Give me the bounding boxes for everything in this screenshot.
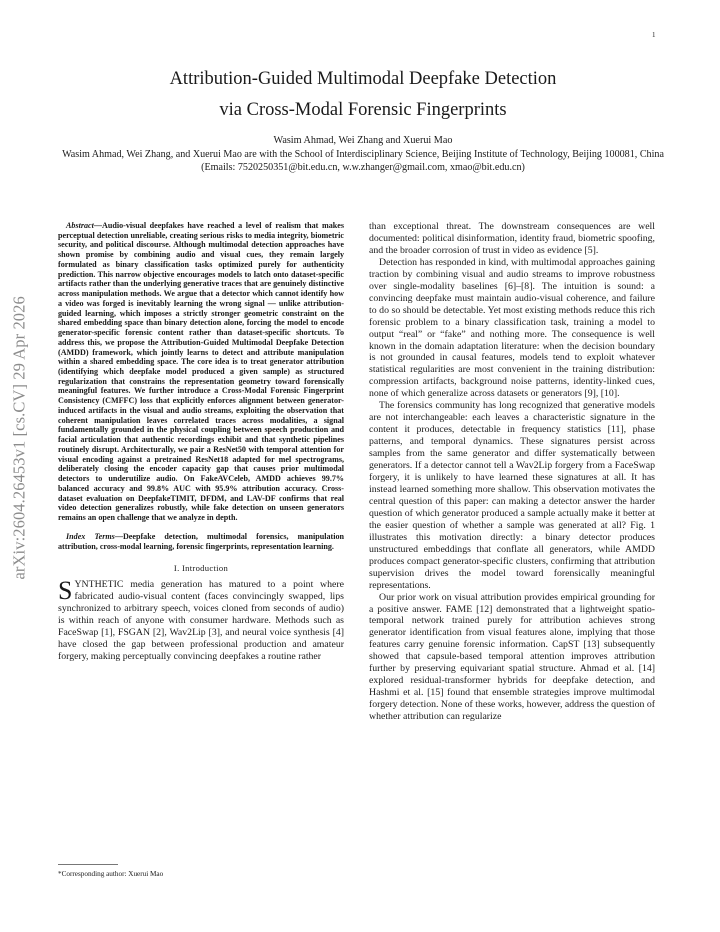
arxiv-identifier[interactable]: arXiv:2604.26453v1 [cs.CV] 29 Apr 2026 bbox=[9, 296, 29, 580]
author-affiliation: Wasim Ahmad, Wei Zhang, and Xuerui Mao are with the School of Interdisciplinary Science, Beijing Institute of Technology, Beijing 100081, China (Emails: 7520250351@bit.edu.cn, w.w.zhanger@gmail.com, xmao@bit.edu.cn) bbox=[62, 149, 664, 174]
footnote-divider bbox=[58, 864, 118, 865]
paper-title-line-2: via Cross-Modal Forensic Fingerprints bbox=[219, 100, 507, 120]
abstract-label: Abstract bbox=[66, 221, 94, 230]
drop-cap: S bbox=[58, 576, 73, 606]
paragraph-forensics: The forensics community has long recognized that generative models are not interchangeable: each leaves a characteristic signature in the content it produces, detectable in frequency statistics [11], phase patterns, and temporal dynamics. These signatures persist across samples from the same generator and differ systematically between generators. If a detector cannot tell a Wav2Lip forgery from a FaceSwap forgery, it is unlikely to have learned these signatures at all. It has instead learned something more shallow. This observation motivates the central question of this paper: can making a detector answer the harder question of which generator produced a sample actually make it better at the easier question of whether a sample was generated at all? Fig. 1 illustrates this motivation directly: a binary detector produces unstructured embeddings that conflate all generators, while AMDD produces compact generator-specific clusters, confirming that attribution supervision drives the model toward forensically meaningful representations. bbox=[369, 400, 655, 591]
abstract bbox=[58, 221, 344, 523]
paragraph-prior-work: Our prior work on visual attribution provides empirical grounding for a positive answer. FAME [12] demonstrated that a lightweight spatio-temporal network trained purely for attribution achieves strong generator identification from visual features alone, implying that those features carry genuine forensic information. CapST [13] subsequently showed that capsule-based temporal attention improves attribution further by preserving equivariant spatial structure. Ahmad et al. [14] explored residual-transformer hybrids for deepfake detection, and Hashmi et al. [15] found that ensemble strategies improve multimodal forgery detection. None of these works, however, address the question of whether attribution can regularize bbox=[369, 591, 655, 723]
footnote-corresponding-author: *Corresponding author: Xuerui Mao bbox=[58, 870, 164, 878]
right-column bbox=[369, 221, 655, 723]
left-column bbox=[58, 221, 344, 663]
paper-title-line-1: Attribution-Guided Multimodal Deepfake Detection bbox=[169, 69, 557, 89]
paragraph-continuation: than exceptional threat. The downstream consequences are well documented: political disinformation, identity fraud, biometric spoofing, and the broader corrosion of trust in video as evidence [5]. bbox=[369, 221, 655, 256]
index-terms-text: —Deepfake detection, multimodal forensics, manipulation attribution, cross-modal learning, forensic fingerprints, representation learning. bbox=[58, 531, 345, 551]
paragraph-detection: Detection has responded in kind, with multimodal approaches gaining traction by combining visual and audio streams to improve robustness over single-modality baselines [6]–[8]. The intuition is sound: a convincing deepfake must maintain audio-visual coherence, and failure to do so should be detectable. Yet most existing methods reduce this rich forensic problem to a binary classification task, training a model to output “real” or “fake” and nothing more. The consequence is well known in the domain adaptation literature: when the decision boundary is not grounded in causal features, models tend to exploit whatever statistical regularities are most convenient in the training distribution: compression artifacts, background noise patterns, identity-linked cues, none of which generalize across datasets or generators [9], [10]. bbox=[369, 256, 655, 400]
index-terms bbox=[58, 532, 344, 551]
section-heading-introduction: I. Introduction bbox=[173, 563, 229, 574]
author-list: Wasim Ahmad, Wei Zhang and Xuerui Mao bbox=[273, 135, 453, 146]
introduction-text: YNTHETIC media generation has matured to a point where fabricated audio-visual content (faces convincingly swapped, lips synchronized to arbitrary speech, voices cloned from seconds of audio) is within reach of anyone with consumer hardware. Methods such as FaceSwap [1], FSGAN [2], Wav2Lip [3], and neural voice synthesis [4] have closed the gap between professional production and amateur forgery, making perceptually convincing deepfakes a routine rather bbox=[58, 579, 344, 662]
index-terms-label: Index Terms bbox=[66, 531, 115, 541]
abstract-text: —Audio-visual deepfakes have reached a level of realism that makes perceptual detection unreliable, creating serious risks to media integrity, biometric security, and political discourse. Although multimodal detection approaches have shown promise by combining audio and visual cues, they remain largely formulated as binary classification tasks optimized purely for authenticity prediction. This narrow objective encourages models to latch onto dataset-specific artifacts rather than the underlying generative traces that are genuinely distinctive across manipulation methods. We argue that a detector which cannot identify how a video was forged is inevitably learning the wrong signal — unlike attribution-guided learning, which imposes a strictly stronger geometric constraint on the shared embedding space than binary detection alone, forcing the model to encode generator-specific forensic content rather than dataset-specific shortcuts. To address this, we propose the Attribution-Guided Multimodal Deepfake Detection (AMDD) framework, which jointly learns to detect and attribute manipulation within a shared embedding space. The core idea is to treat generator attribution (identifying which deepfake model produced a given sample) as structured regularization that constrains the representation geometry toward forensically meaningful features. We further introduce a Cross-Modal Forensic Fingerprint Consistency (CMFFC) loss that explicitly enforces alignment between generator-induced artifacts in the visual and audio streams, exploiting the observation that coherent manipulation leaves correlated traces across modalities, a signal fundamentally grounded in the physical coupling between speech production and facial articulation that authentic recordings exhibit and that synthetic pipelines routinely disrupt. Architecturally, we pair a ResNet50 with temporal attention for visual encoding against a pretrained ResNet18 adapted for mel spectrograms, deliberately closing the encoder capacity gap that causes prior multimodal detectors to underutilize audio. On FakeAVCeleb, AMDD achieves 99.7% balanced accuracy and 99.8% AUC with 95.9% attribution accuracy. Cross-dataset evaluation on DeepfakeTIMIT, DFDM, and LAV-DF confirms that real video detection generalizes robustly, while fake detection on unseen generators remains an open challenge that we analyze in depth. bbox=[58, 221, 344, 523]
page-number: 1 bbox=[652, 31, 656, 39]
introduction-paragraph bbox=[58, 576, 344, 663]
